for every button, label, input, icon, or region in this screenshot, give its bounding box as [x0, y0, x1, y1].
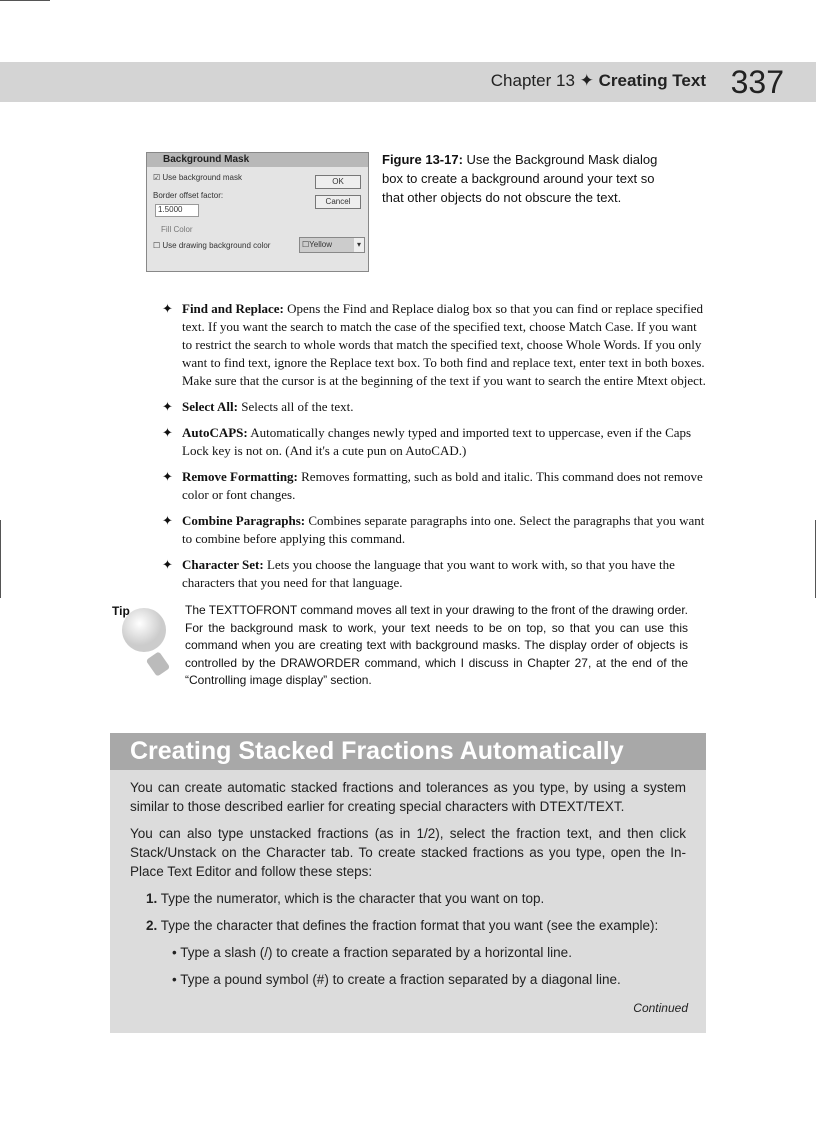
step-number: 2.: [146, 918, 158, 933]
step-text: Type the numerator, which is the character that you want on top.: [160, 891, 545, 906]
sub-bullet-text: Type a slash (/) to create a fraction separated by a horizontal line.: [180, 945, 572, 960]
description: Removes formatting, such as bold and italic. This command does not remove color or font changes.: [182, 469, 703, 502]
description: Automatically changes newly typed and imported text to uppercase, even if the Caps Lock key is not on. (And it's a cute pun on AutoCAD.): [182, 425, 692, 458]
list-item: [160, 424, 710, 460]
star-bullet-icon: ✦: [162, 557, 173, 572]
list-item: [160, 556, 710, 592]
tip-box: [108, 602, 688, 690]
border-offset-label: Border offset factor:: [153, 191, 224, 200]
cancel-button[interactable]: Cancel: [315, 195, 361, 209]
term: Character Set:: [182, 557, 264, 572]
list-item: [160, 468, 710, 504]
list-item: [160, 398, 710, 416]
chapter-title: Creating Text: [598, 71, 706, 90]
caption-text: Use the Background Mask dialog box to create a background around your text so that other objects do not obscure the text.: [382, 152, 658, 205]
border-offset-input[interactable]: 1.5000: [155, 204, 199, 217]
description: Selects all of the text.: [241, 399, 354, 414]
page-number: 337: [730, 64, 784, 100]
continued-label: Continued: [633, 1001, 688, 1015]
step: [146, 916, 686, 935]
step: [146, 889, 686, 908]
dialog-title: Background Mask: [147, 153, 368, 167]
separator-icon: ✦: [579, 71, 594, 90]
chevron-down-icon: ▾: [354, 238, 364, 252]
use-mask-checkbox[interactable]: ☑ Use background mask: [153, 173, 242, 182]
ok-button[interactable]: OK: [315, 175, 361, 189]
tip-text: The TEXTTOFRONT command moves all text in your drawing to the front of the drawing order. For the background mask to work, your text needs to be on top, so that you can use this command when you are creating text with background masks. The display order of objects is controlled by the DRAWORDER command, which I discuss in Chapter 27, at the end of the “Controlling image display” section.: [185, 603, 688, 687]
star-bullet-icon: ✦: [162, 425, 173, 440]
term: Select All:: [182, 399, 238, 414]
star-bullet-icon: ✦: [162, 469, 173, 484]
star-bullet-icon: ✦: [162, 301, 173, 316]
list-item: [160, 512, 710, 548]
description: Lets you choose the language that you want to work with, so that you have the characters that you need for that language.: [182, 557, 675, 590]
crop-line: [0, 0, 50, 1]
sidebar-paragraph: You can also type unstacked fractions (as in 1/2), select the fraction text, and then click Stack/Unstack on the Character tab. To create stacked fractions as you type, open the In-Place Text Editor and follow these steps:: [130, 826, 686, 879]
term: Find and Replace:: [182, 301, 284, 316]
running-header: [0, 62, 816, 102]
figure-label: Figure 13-17:: [382, 152, 463, 167]
sub-bullet: • Type a pound symbol (#) to create a fraction separated by a diagonal line.: [172, 972, 621, 987]
fill-color-group: Fill Color: [161, 225, 193, 234]
use-mask-label: Use background mask: [162, 173, 242, 182]
term: Remove Formatting:: [182, 469, 298, 484]
tip-label: Tip: [112, 604, 130, 618]
background-mask-dialog: [146, 152, 369, 272]
bullet-list: [160, 300, 710, 592]
step-text: Type the character that defines the fraction format that you want (see the example):: [160, 918, 659, 933]
use-drawing-bg-label: Use drawing background color: [162, 241, 271, 250]
sidebar-paragraph: You can create automatic stacked fractions and tolerances as you type, by using a system similar to those described earlier for creating special characters with DTEXT/TEXT.: [130, 780, 686, 814]
list-item: [160, 300, 710, 390]
sidebar-box: [110, 733, 706, 1033]
sidebar-title: Creating Stacked Fractions Automatically: [110, 733, 706, 770]
star-bullet-icon: ✦: [162, 399, 173, 414]
color-value: Yellow: [309, 240, 333, 249]
sub-bullet: • Type a slash (/) to create a fraction separated by a horizontal line.: [172, 945, 572, 960]
chapter-number: Chapter 13: [490, 71, 575, 90]
color-select[interactable]: ☐Yellow ▾: [299, 237, 365, 253]
description: Opens the Find and Replace dialog box so that you can find or replace specified text. If you want the search to match the case of the specified text, choose Match Case. If you want to restrict the search to whole words that match the specified text, choose Whole Words. If you only want to find text, ignore the Replace text box. To both find and replace text, enter text in both boxes. Make sure that the cursor is at the beginning of the text if you want to search the entire Mtext object.: [182, 301, 706, 388]
term: AutoCAPS:: [182, 425, 248, 440]
crop-mark-left: [0, 520, 1, 598]
term: Combine Paragraphs:: [182, 513, 306, 528]
figure-caption: [382, 150, 672, 207]
description: Combines separate paragraphs into one. Select the paragraphs that you want to combine before applying this command.: [182, 513, 705, 546]
sub-bullet-text: Type a pound symbol (#) to create a fraction separated by a diagonal line.: [180, 972, 621, 987]
step-number: 1.: [146, 891, 158, 906]
star-bullet-icon: ✦: [162, 513, 173, 528]
use-drawing-bg-checkbox[interactable]: ☐ Use drawing background color: [153, 241, 271, 250]
body-flow: [108, 300, 710, 690]
